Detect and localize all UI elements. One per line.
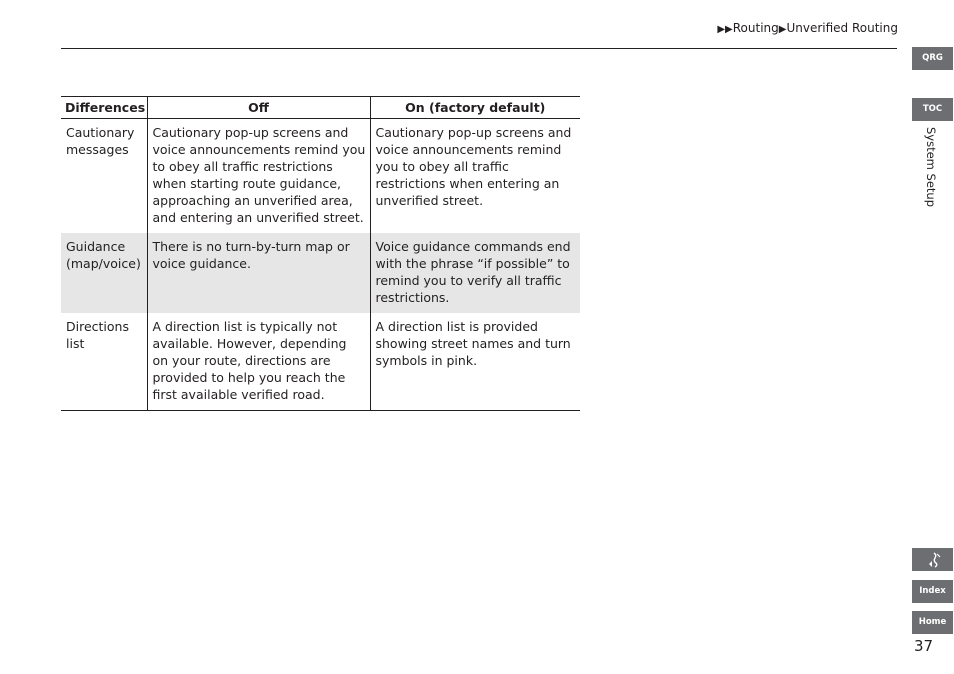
row-label: Directions list	[61, 313, 147, 411]
on-cell: Cautionary pop-up screens and voice announcements remind you to obey all traffic restrictions when entering an unverified street.	[370, 119, 580, 234]
breadcrumb-marker-icon: ▶▶	[717, 24, 733, 35]
breadcrumb-current: Unverified Routing	[786, 21, 898, 35]
qrg-tab[interactable]: QRG	[912, 47, 953, 70]
table-row	[61, 313, 580, 411]
column-header: Differences	[61, 97, 147, 119]
breadcrumb-separator-icon: ▶	[778, 24, 787, 35]
on-cell: Voice guidance commands end with the phrase “if possible” to remind you to verify all traffic restrictions.	[370, 233, 580, 313]
header-divider	[61, 48, 897, 49]
row-label: Guidance (map/voice)	[61, 233, 147, 313]
table-header-row	[61, 97, 580, 119]
differences-table	[61, 96, 580, 411]
toc-tab[interactable]: TOC	[912, 98, 953, 121]
page-number: 37	[914, 637, 934, 655]
off-cell: There is no turn-by-turn map or voice guidance.	[147, 233, 370, 313]
home-tab[interactable]: Home	[912, 611, 953, 634]
breadcrumb-parent-link[interactable]: Routing	[732, 21, 779, 35]
table-row	[61, 119, 580, 234]
row-label: Cautionary messages	[66, 125, 135, 157]
voice-command-icon	[924, 552, 942, 568]
section-label: System Setup	[924, 127, 938, 208]
index-tab[interactable]: Index	[912, 580, 953, 603]
breadcrumb	[717, 21, 898, 35]
voice-command-tab[interactable]	[912, 548, 953, 571]
on-cell: A direction list is provided showing street names and turn symbols in pink.	[370, 313, 580, 411]
off-cell: Cautionary pop-up screens and voice announcements remind you to obey all traffic restrictions when starting route guidance, approaching an unverified area, and entering an unverified street.	[147, 119, 370, 234]
off-cell: A direction list is typically not available. However, depending on your route, directions are provided to help you reach the first available verified road.	[147, 313, 370, 411]
column-header: Off	[147, 97, 370, 119]
column-header: On (factory default)	[370, 97, 580, 119]
table-row	[61, 233, 580, 313]
